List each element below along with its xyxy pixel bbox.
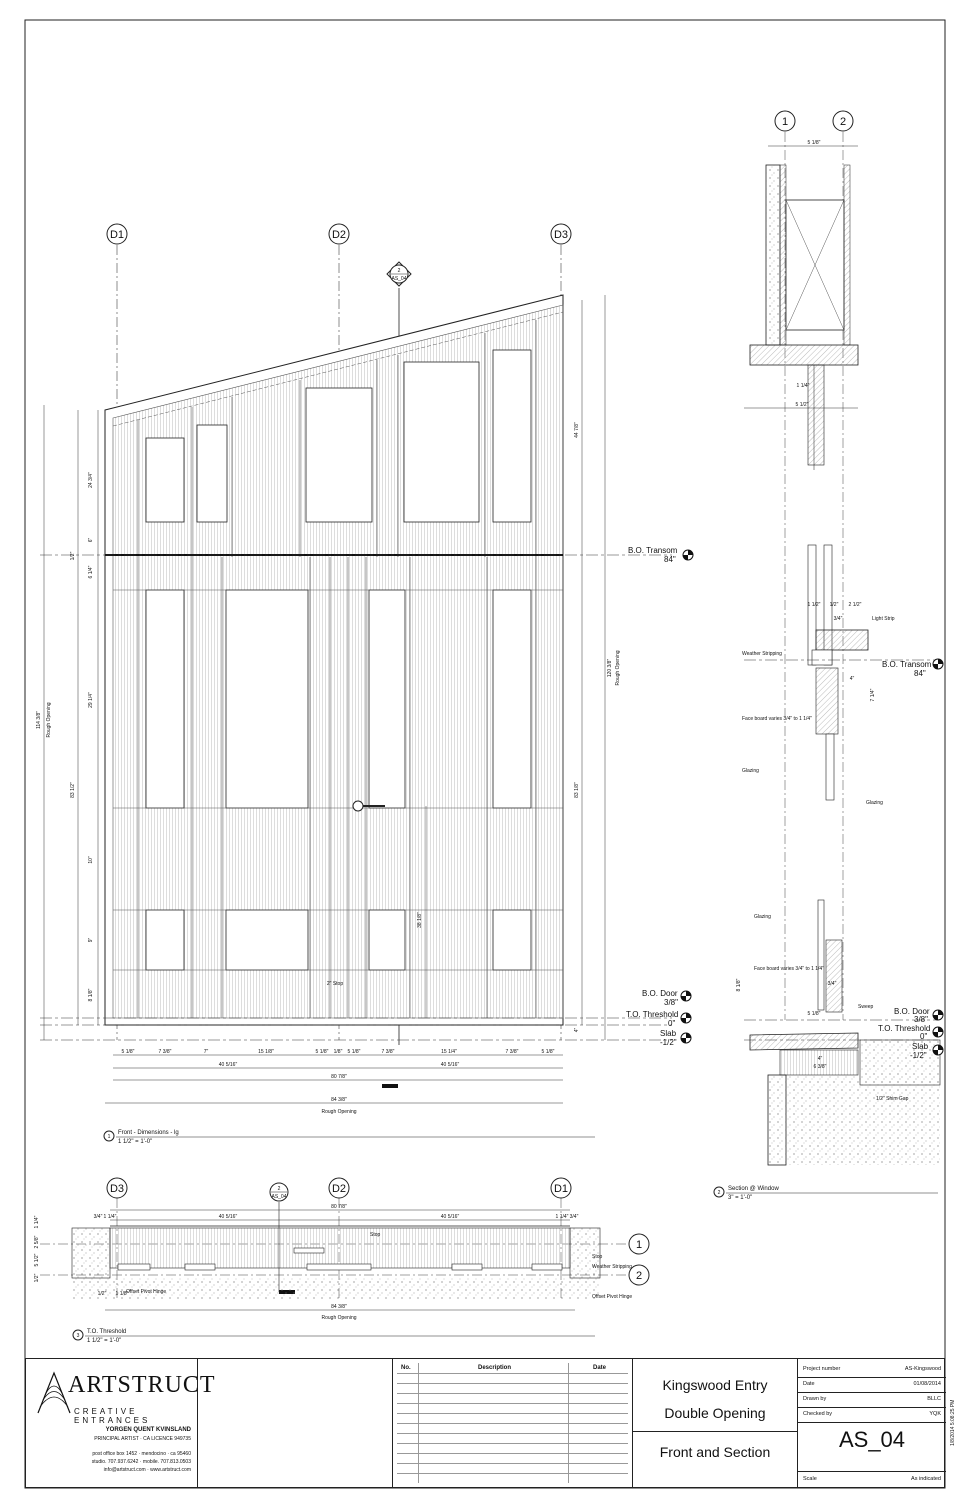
plan-dim-top: 40 5/16" — [440, 1214, 460, 1220]
view-title-3-text: T.O. Threshold — [87, 1329, 127, 1335]
address-line-3: info@artstruct.com · www.artstruct.com — [103, 1467, 191, 1473]
view-num-1: 1 — [107, 1134, 111, 1140]
info-val-project: AS-Kingswood — [904, 1366, 941, 1372]
section-level-transom-value: 84" — [914, 669, 926, 678]
level-slab-name: Slab — [660, 1029, 677, 1038]
dim-right: 83 1/8" — [574, 782, 580, 798]
view-num-3: 3 — [76, 1333, 80, 1339]
plan-small-dim: 1/2" — [97, 1291, 107, 1297]
sheet-info-cell — [798, 1359, 946, 1487]
plan-tag-ref: AS_04 — [271, 1194, 287, 1200]
level-slab — [660, 1029, 691, 1047]
note-face-board-1: Face board varies 3/4" to 1 1/4" — [742, 716, 812, 722]
door-handle — [353, 801, 363, 811]
plan-dim-left: 2 5/8" — [34, 1235, 40, 1249]
project-name-line-2: Double Opening — [664, 1405, 766, 1421]
info-val-checked: YQK — [929, 1411, 941, 1417]
plan-dim-top: 3/4" — [569, 1214, 579, 1220]
dim-bottom: 1/8" — [333, 1049, 343, 1055]
plan-weather-note: Weather Stripping — [592, 1264, 632, 1270]
plan-grid-label-d1: D1 — [553, 1183, 569, 1195]
dim-left: 83 1/2" — [70, 782, 76, 798]
section-level-door-name: B.O. Door — [894, 1007, 930, 1016]
view-title-1-text: Front - Dimensions - lg — [118, 1130, 179, 1136]
section-dim: 4" — [849, 676, 855, 682]
section-dim: 6 3/8" — [813, 1064, 827, 1070]
level-door-name: B.O. Door — [642, 989, 678, 998]
section-tag-num: 2 — [397, 268, 401, 274]
handle-height-dim: 38 1/8" — [417, 912, 423, 928]
title-block — [25, 1358, 945, 1488]
plan-dim-left: 1/2" — [34, 1273, 40, 1283]
revision-table — [393, 1359, 633, 1487]
dim-left: 9" — [88, 937, 94, 943]
dim-left: 8 1/8" — [88, 988, 94, 1002]
plan-dim-left: 1 1/4" — [34, 1215, 40, 1229]
note-shim: 1/2" Shim Gap — [876, 1096, 909, 1102]
rev-header-desc: Description — [478, 1365, 512, 1371]
section-level-threshold-name: T.O. Threshold — [878, 1024, 931, 1033]
info-key-drawn: Drawn by — [803, 1396, 827, 1402]
plan-dim-top: 3/4" — [93, 1214, 103, 1220]
dim-bottom: 15 1/8" — [258, 1049, 274, 1055]
plan-rough-opening: Rough Opening — [321, 1315, 357, 1321]
notes-cell — [198, 1359, 393, 1487]
view-title-1 — [104, 1130, 595, 1145]
dim-leaf: 40 5/16" — [218, 1062, 238, 1068]
sheet-title: Front and Section — [659, 1444, 771, 1460]
address-line-1: post office box 1452 · mendocino · ca 95460 — [92, 1451, 191, 1457]
dim-leaf: 40 5/16" — [440, 1062, 460, 1068]
grid-label-1: 1 — [781, 116, 789, 128]
dim-left: 10" — [88, 856, 94, 864]
plan-tag-num: 2 — [277, 1186, 281, 1192]
view-title-2-text: Section @ Window — [728, 1186, 779, 1192]
view-num-2: 2 — [717, 1190, 721, 1196]
dim-bottom: 5 1/8" — [541, 1049, 555, 1055]
note-glazing-2: Glazing — [866, 800, 883, 806]
section-level-slab-value: -1/2" — [910, 1051, 927, 1060]
plan-overall: 84 3/8" — [331, 1304, 347, 1310]
dim-bottom: 5 1/8" — [121, 1049, 135, 1055]
note-face-board-2: Face board varies 3/4" to 1 1/4" — [754, 966, 824, 972]
dim-bottom: 7 3/8" — [381, 1049, 395, 1055]
plan-pivot-right: Offset Pivot Hinge — [592, 1294, 633, 1300]
level-door — [642, 989, 691, 1007]
section-dim: 7 1/4" — [870, 688, 876, 702]
dim-right: 120 3/8" — [607, 658, 613, 678]
plan-dim-top: 40 5/16" — [218, 1214, 238, 1220]
section-dim: 1 1/4" — [796, 383, 810, 389]
dim-left: 1/2" — [70, 551, 76, 561]
info-key-date: Date — [803, 1381, 815, 1387]
note-light-strip: Light Strip — [872, 616, 895, 622]
grid-label-d2: D2 — [331, 229, 347, 241]
plan-dim-top: 1 1/4" — [103, 1214, 117, 1220]
plan-grid-label-d3: D3 — [109, 1183, 125, 1195]
view-scale-1: 1 1/2" = 1'-0" — [118, 1139, 153, 1145]
principal-role: PRINCIPAL ARTIST · CA LICENCE 949735 — [94, 1436, 191, 1442]
section-dim: 3/4" — [827, 981, 837, 987]
plan-grid-label-2: 2 — [635, 1270, 643, 1282]
bottom-dims — [122, 1049, 555, 1115]
dim-bottom: 15 1/4" — [441, 1049, 457, 1055]
dim-bottom: 7 3/8" — [158, 1049, 172, 1055]
level-threshold-name: T.O. Threshold — [626, 1010, 679, 1019]
level-threshold-value: 0" — [668, 1019, 676, 1028]
plan-dim-top: 1 1/4" — [555, 1214, 569, 1220]
dim-bottom: 5 1/8" — [315, 1049, 329, 1055]
info-val-scale: As indicated — [911, 1476, 941, 1482]
section-level-door — [894, 1007, 943, 1024]
section-dim: 5 1/2" — [795, 402, 809, 408]
section-level-transom-name: B.O. Transom — [882, 660, 932, 669]
plan-pivot-left: Offset Pivot Hinge — [126, 1289, 167, 1295]
info-val-date: 01/08/2014 — [913, 1381, 941, 1387]
project-name-line-1: Kingswood Entry — [662, 1377, 768, 1393]
section-dim: 1/2" — [829, 602, 839, 608]
address-line-2: studio. 707.937.6242 · mobile. 707.813.0503 — [91, 1459, 191, 1465]
level-threshold — [626, 1010, 691, 1028]
section-level-threshold — [878, 1024, 943, 1041]
plan-small-dim: 1 1/8" — [115, 1291, 129, 1297]
principal-name: YORGEN QUENT KVINSLAND — [105, 1427, 191, 1433]
rough-opening-right: Rough Opening — [615, 650, 621, 686]
plan-door-width: 80 7/8" — [331, 1204, 347, 1210]
brand-name: ARTSTRUCT — [68, 1372, 216, 1398]
dim-left: 24 3/4" — [88, 472, 94, 488]
section-window — [714, 111, 943, 1201]
rough-opening-bottom: Rough Opening — [321, 1109, 357, 1115]
grid-label-2: 2 — [839, 116, 847, 128]
info-key-scale: Scale — [803, 1476, 817, 1482]
dim-right: 44 7/8" — [574, 422, 580, 438]
brand-tagline: CREATIVE ENTRANCES — [74, 1407, 151, 1425]
plan-stop-note-r: Stop — [592, 1254, 603, 1260]
rough-opening-left: Rough Opening — [46, 702, 52, 738]
dim-bottom: 7 3/8" — [505, 1049, 519, 1055]
stop-note-elevation: 2" Stop — [326, 981, 344, 987]
rev-header-date: Date — [593, 1365, 607, 1371]
dim-door-width: 80 7/8" — [331, 1074, 347, 1080]
front-elevation — [36, 224, 693, 1145]
dim-bottom: 7" — [203, 1049, 209, 1055]
section-level-slab-name: Slab — [912, 1042, 929, 1051]
info-key-checked: Checked by — [803, 1411, 833, 1417]
view-scale-2: 3" = 1'-0" — [728, 1195, 753, 1201]
info-val-drawn: BLLC — [927, 1396, 941, 1402]
section-dim: 4" — [817, 1056, 823, 1062]
logo-cell — [26, 1359, 216, 1487]
right-dims — [574, 422, 621, 1032]
level-door-value: 3/8" — [664, 998, 678, 1007]
rev-header-no: No. — [401, 1365, 411, 1371]
section-top-dim: 5 1/8" — [807, 140, 821, 146]
plan-grid-label-d2: D2 — [331, 1183, 347, 1195]
section-dim: 2 1/2" — [848, 602, 862, 608]
section-dim: 3/4" — [833, 616, 843, 622]
dim-right: 4" — [574, 1027, 580, 1033]
view-title-2 — [714, 1186, 938, 1201]
threshold-plan — [34, 1178, 649, 1344]
left-dims — [36, 472, 94, 1002]
view-scale-3: 1 1/2" = 1'-0" — [87, 1338, 122, 1344]
section-level-threshold-value: 0" — [920, 1032, 928, 1041]
view-title-3 — [73, 1329, 595, 1344]
section-dim: 5 1/8" — [807, 1011, 821, 1017]
grid-label-d3: D3 — [553, 229, 569, 241]
dim-left-overall: 114 3/8" — [36, 710, 42, 730]
section-dim: 8 1/8" — [736, 978, 742, 992]
section-level-door-value: 3/8" — [914, 1015, 928, 1024]
level-slab-value: -1/2" — [660, 1038, 677, 1047]
dim-left: 6" — [88, 537, 94, 543]
project-cell — [633, 1359, 798, 1487]
info-key-project: Project number — [803, 1366, 841, 1372]
section-dim: 1 1/2" — [807, 602, 821, 608]
section-tag-ref: AS_04 — [391, 276, 407, 282]
plan-dim-left: 5 1/2" — [34, 1253, 40, 1267]
section-level-transom — [882, 659, 943, 678]
dim-overall-width: 84 3/8" — [331, 1097, 347, 1103]
level-transom-value: 84" — [664, 555, 676, 564]
level-transom-name: B.O. Transom — [628, 546, 678, 555]
sheet-number: AS_04 — [838, 1427, 906, 1452]
dim-left: 29 1/4" — [88, 692, 94, 708]
note-glazing-3: Glazing — [754, 914, 771, 920]
plan-stop-note: Stop — [370, 1232, 381, 1238]
plan-grid-label-1: 1 — [635, 1239, 643, 1251]
note-sweep: Sweep — [858, 1004, 874, 1010]
grid-label-d1: D1 — [109, 229, 125, 241]
note-weather-1: Weather Stripping — [742, 651, 782, 657]
note-glazing-1: Glazing — [742, 768, 759, 774]
print-stamp: 1/8/2014 5:08:25 PM — [950, 1399, 956, 1446]
dim-left: 6 1/4" — [88, 565, 94, 579]
dim-bottom: 5 1/8" — [347, 1049, 361, 1055]
